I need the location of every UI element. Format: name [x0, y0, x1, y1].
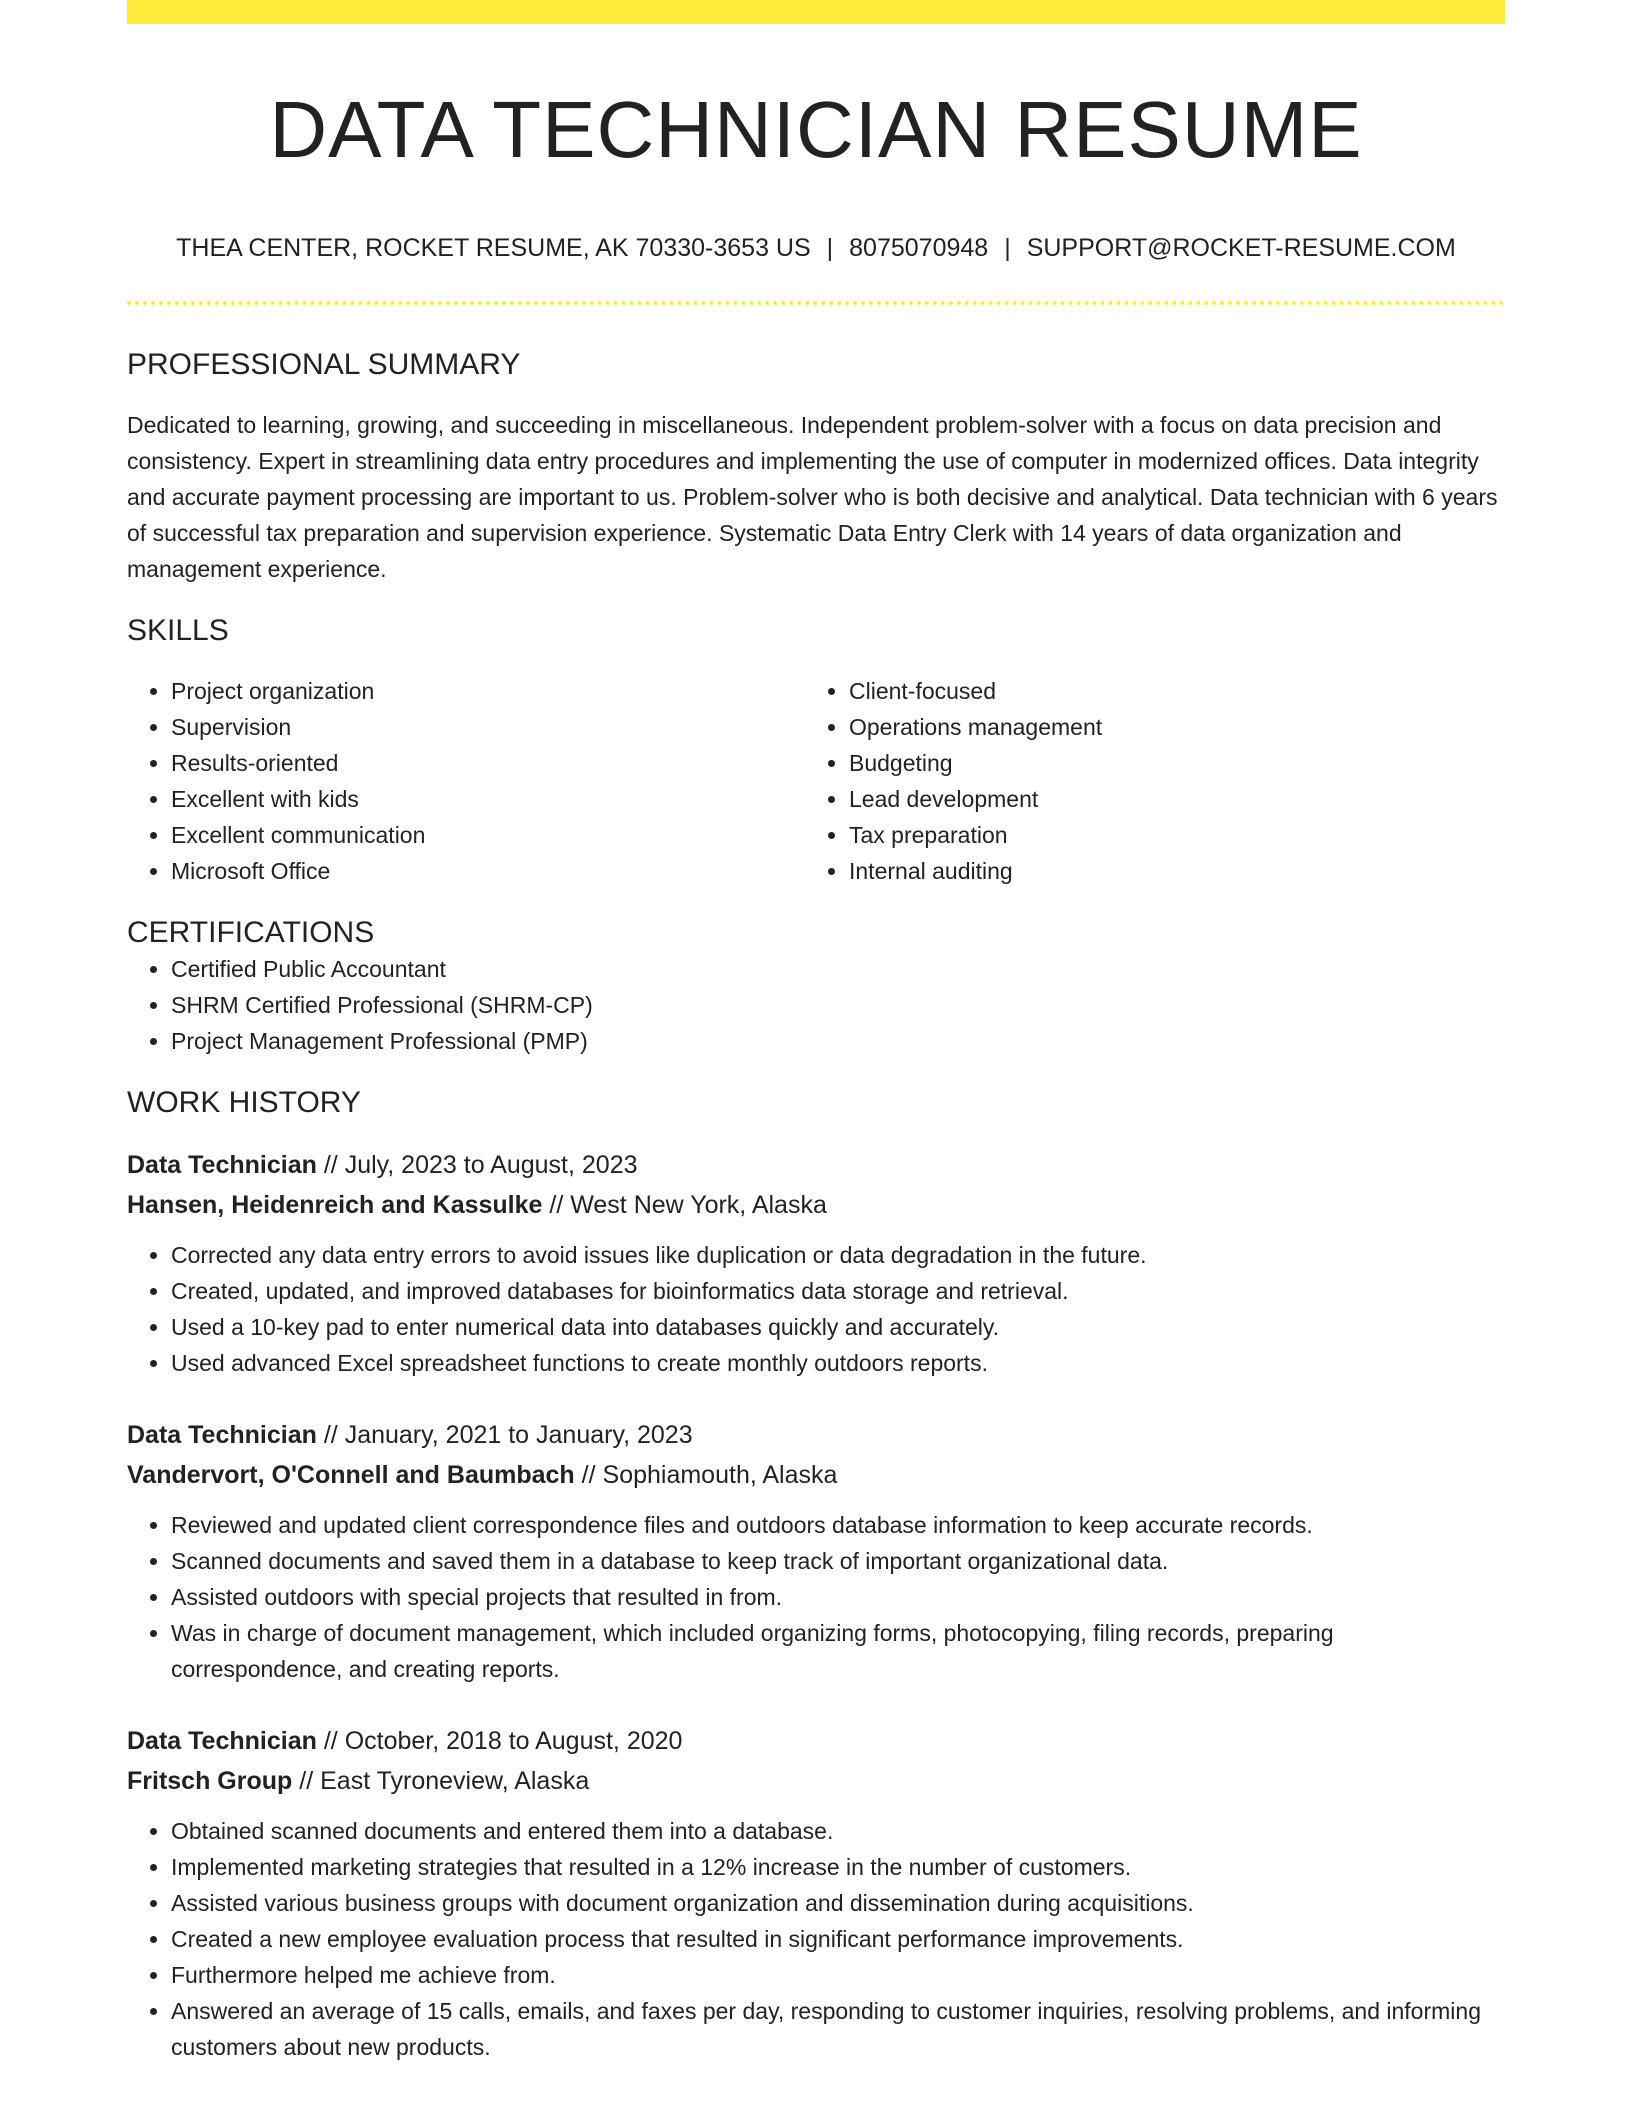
job-title-line: [127, 1145, 1505, 1185]
job-duty: • Reviewed and updated client correspondence files and outdoors database information to keep accurate records.: [171, 1507, 1505, 1543]
job-duty: • Created, updated, and improved databases for bioinformatics data storage and retrieval.: [171, 1273, 1505, 1309]
contact-separator: |: [826, 234, 834, 262]
job-duties-list: [127, 1507, 1505, 1687]
resume-page: [127, 0, 1505, 2065]
job-separator: //: [323, 1151, 338, 1179]
job-company: Hansen, Heidenreich and Kassulke: [127, 1191, 543, 1219]
job-company: Fritsch Group: [127, 1767, 293, 1795]
job-duty: • Was in charge of document management, which included organizing forms, photocopying, filing records, preparing correspondence, and creating reports.: [171, 1615, 1505, 1687]
certifications-list: [127, 951, 1505, 1059]
skill-item: • Lead development: [849, 781, 1483, 817]
skill-item: • Excellent communication: [171, 817, 805, 853]
job-title: Data Technician: [127, 1151, 317, 1179]
skill-item: • Tax preparation: [849, 817, 1483, 853]
job-title-line: [127, 1415, 1505, 1455]
job-duty: • Created a new employee evaluation process that resulted in significant performance improvements.: [171, 1921, 1505, 1957]
job-dates: January, 2021 to January, 2023: [344, 1421, 693, 1449]
job-separator: //: [323, 1421, 338, 1449]
job-duty: • Furthermore helped me achieve from.: [171, 1957, 1505, 1993]
job-duty: • Used a 10-key pad to enter numerical data into databases quickly and accurately.: [171, 1309, 1505, 1345]
skill-item: • Client-focused: [849, 673, 1483, 709]
job-company-line: [127, 1761, 1505, 1801]
certification-item: • Certified Public Accountant: [171, 951, 1505, 987]
summary-section: [127, 347, 1505, 587]
contact-separator: |: [1004, 234, 1011, 262]
skill-item: • Budgeting: [849, 745, 1483, 781]
job-title-line: [127, 1721, 1505, 1761]
job-location: Sophiamouth, Alaska: [602, 1461, 838, 1489]
work-history-section: [127, 1085, 1505, 2065]
contact-line: [127, 234, 1505, 263]
job-dates: July, 2023 to August, 2023: [344, 1151, 638, 1179]
job-title: Data Technician: [127, 1727, 317, 1755]
job-company-line: [127, 1455, 1505, 1495]
skill-item: • Project organization: [171, 673, 805, 709]
certification-item: • Project Management Professional (PMP): [171, 1023, 1505, 1059]
job-separator: //: [581, 1461, 596, 1489]
skills-list-left: [127, 673, 805, 889]
skill-item: • Internal auditing: [849, 853, 1483, 889]
job-entry: [127, 1415, 1505, 1687]
skill-item: • Results-oriented: [171, 745, 805, 781]
job-location: West New York, Alaska: [570, 1191, 827, 1219]
job-separator: //: [549, 1191, 564, 1219]
job-title: Data Technician: [127, 1421, 317, 1449]
job-duty: • Answered an average of 15 calls, emails, and faxes per day, responding to customer inquiries, resolving problems, and informing customers about new products.: [171, 1993, 1505, 2065]
certification-item: • SHRM Certified Professional (SHRM-CP): [171, 987, 1505, 1023]
resume-title: DATA TECHNICIAN RESUME: [269, 85, 1363, 174]
contact-address: THEA CENTER, ROCKET RESUME, AK 70330-3653 US: [176, 234, 811, 262]
skills-list-right: [805, 673, 1483, 889]
skills-section: [127, 613, 1505, 889]
job-duty: • Assisted various business groups with document organization and dissemination during acquisitions.: [171, 1885, 1505, 1921]
skills-heading: SKILLS: [127, 614, 229, 647]
skills-grid: [127, 673, 1505, 889]
job-dates: October, 2018 to August, 2020: [344, 1727, 683, 1755]
skill-item: • Excellent with kids: [171, 781, 805, 817]
job-entry: [127, 1145, 1505, 1381]
contact-phone: 8075070948: [849, 234, 989, 262]
work-history-heading: WORK HISTORY: [127, 1086, 361, 1119]
job-entry: [127, 1721, 1505, 2065]
certifications-section: [127, 915, 1505, 1059]
skills-column-right: [805, 673, 1483, 889]
job-duties-list: [127, 1237, 1505, 1381]
dotted-divider: [127, 301, 1505, 305]
job-duty: • Used advanced Excel spreadsheet functions to create monthly outdoors reports.: [171, 1345, 1505, 1381]
contact-email: SUPPORT@ROCKET-RESUME.COM: [1026, 234, 1456, 262]
skills-column-left: [127, 673, 805, 889]
job-company: Vandervort, O'Connell and Baumbach: [127, 1461, 575, 1489]
skill-item: • Operations management: [849, 709, 1483, 745]
job-duty: • Assisted outdoors with special projects that resulted in from.: [171, 1579, 1505, 1615]
job-duties-list: [127, 1813, 1505, 2065]
job-separator: //: [323, 1727, 338, 1755]
summary-heading: PROFESSIONAL SUMMARY: [127, 348, 521, 381]
job-duty: • Obtained scanned documents and entered them into a database.: [171, 1813, 1505, 1849]
skill-item: • Microsoft Office: [171, 853, 805, 889]
job-duty: • Scanned documents and saved them in a database to keep track of important organizational data.: [171, 1543, 1505, 1579]
job-separator: //: [299, 1767, 314, 1795]
job-location: East Tyroneview, Alaska: [320, 1767, 590, 1795]
certifications-heading: CERTIFICATIONS: [127, 916, 375, 949]
accent-top-bar: [127, 0, 1505, 24]
summary-text: Dedicated to learning, growing, and succeeding in miscellaneous. Independent problem-solver with a focus on data precision and consistency. Expert in streamlining data entry procedures and implementing the use of computer in modernized offices. Data integrity and accurate payment processing are important to us. Problem-solver who is both decisive and analytical. Data technician with 6 years of successful tax preparation and supervision experience. Systematic Data Entry Clerk with 14 years of data organization and management experience.: [127, 412, 1498, 582]
job-duty: • Corrected any data entry errors to avoid issues like duplication or data degradation in the future.: [171, 1237, 1505, 1273]
skill-item: • Supervision: [171, 709, 805, 745]
job-company-line: [127, 1185, 1505, 1225]
job-duty: • Implemented marketing strategies that resulted in a 12% increase in the number of customers.: [171, 1849, 1505, 1885]
